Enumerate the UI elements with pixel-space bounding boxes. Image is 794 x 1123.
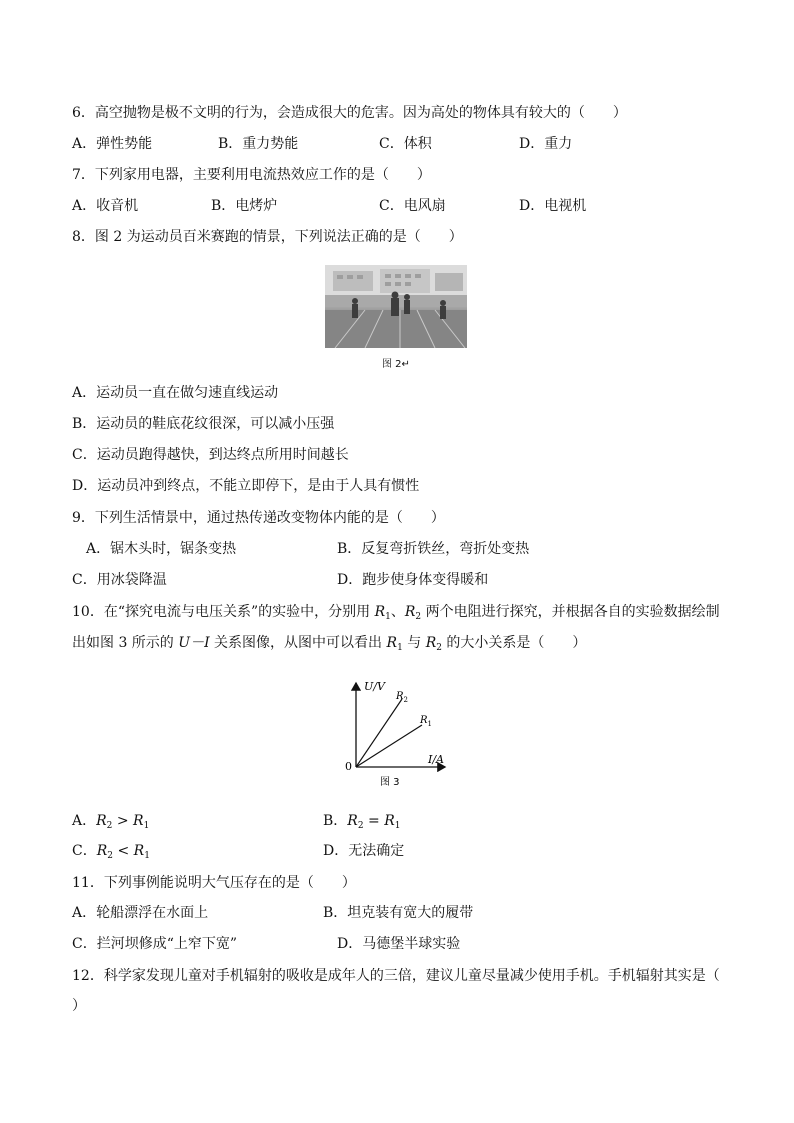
q6-option-d: D．重力 <box>519 136 573 152</box>
q8-option-c: C．运动员跑得越快，到达终点所用时间越长 <box>72 447 349 463</box>
q9-option-d: D．跑步使身体变得暖和 <box>337 572 489 588</box>
q11-option-a: A．轮船漂浮在水面上 <box>72 905 209 921</box>
q10-stem-line-1: 10．在“探究电流与电压关系”的实验中，分别用 $R_1$、$R_2$ 两个电阻进行探究，并根据各自的实验数据绘制 <box>72 604 720 622</box>
r1-label: $R_1$ <box>420 715 432 728</box>
q7-option-c: C．电风扇 <box>379 198 446 214</box>
q11-option-c: C．拦河坝修成“上窄下宽” <box>72 936 238 952</box>
r2-label: $R_2$ <box>396 691 408 704</box>
q7-stem: 7．下列家用电器，主要利用电流热效应工作的是（ ） <box>72 167 431 183</box>
figure-3-caption: 图 3 <box>380 777 400 788</box>
r2-line <box>356 699 402 767</box>
q8-option-d: D．运动员冲到终点，不能立即停下，是由于人具有惯性 <box>72 478 420 494</box>
q7-option-d: D．电视机 <box>519 198 587 214</box>
q11-option-d: D．马德堡半球实验 <box>337 936 461 952</box>
q9-option-b: B．反复弯折铁丝，弯折处变热 <box>337 541 530 557</box>
q10-option-b: B．$R_2 = R_1$ <box>323 813 401 831</box>
origin-label: 0 <box>345 760 352 773</box>
sprint-photo <box>325 265 467 348</box>
q8-option-a: A．运动员一直在做匀速直线运动 <box>72 385 279 401</box>
figure-2-caption: 图 2↵ <box>382 359 410 370</box>
r1-line <box>356 725 422 767</box>
sprint-photo-art <box>325 265 467 348</box>
q9-option-a: A．锯木头时，锯条变热 <box>86 541 237 557</box>
q12-stem-line-1: 12．科学家发现儿童对手机辐射的吸收是成年人的三倍，建议儿童尽量减少使用手机。手机辐射其实是（ <box>72 968 720 984</box>
q10-option-a: A．$R_2 > R_1$ <box>72 813 150 831</box>
q7-option-b: B．电烤炉 <box>211 198 278 214</box>
q8-stem: 8．图 2 为运动员百米赛跑的情景，下列说法正确的是（ ） <box>72 229 463 245</box>
q10-stem-line-2: 出如图 3 所示的 U－I 关系图像，从图中可以看出 $R_1$ 与 $R_2$ 的大小关系是（ ） <box>72 635 587 653</box>
q6-option-c: C．体积 <box>379 136 432 152</box>
x-axis-label: I/A <box>428 753 444 766</box>
q6-stem: 6．高空抛物是极不文明的行为，会造成很大的危害。因为高处的物体具有较大的（ ） <box>72 105 627 121</box>
q10-option-c: C．$R_2 < R_1$ <box>72 843 150 861</box>
y-axis-label: U/V <box>364 680 385 693</box>
q9-option-c: C．用冰袋降温 <box>72 572 167 588</box>
ui-graph <box>340 675 460 790</box>
q6-option-a: A．弹性势能 <box>72 136 153 152</box>
q8-option-b: B．运动员的鞋底花纹很深，可以减小压强 <box>72 416 335 432</box>
q12-stem-line-2: ） <box>72 998 86 1014</box>
q6-option-b: B．重力势能 <box>218 136 299 152</box>
q9-stem: 9．下列生活情景中，通过热传递改变物体内能的是（ ） <box>72 510 445 526</box>
q11-stem: 11．下列事例能说明大气压存在的是（ ） <box>72 875 356 891</box>
q11-option-b: B．坦克装有宽大的履带 <box>323 905 474 921</box>
q10-option-d: D．无法确定 <box>323 843 405 859</box>
q7-option-a: A．收音机 <box>72 198 139 214</box>
